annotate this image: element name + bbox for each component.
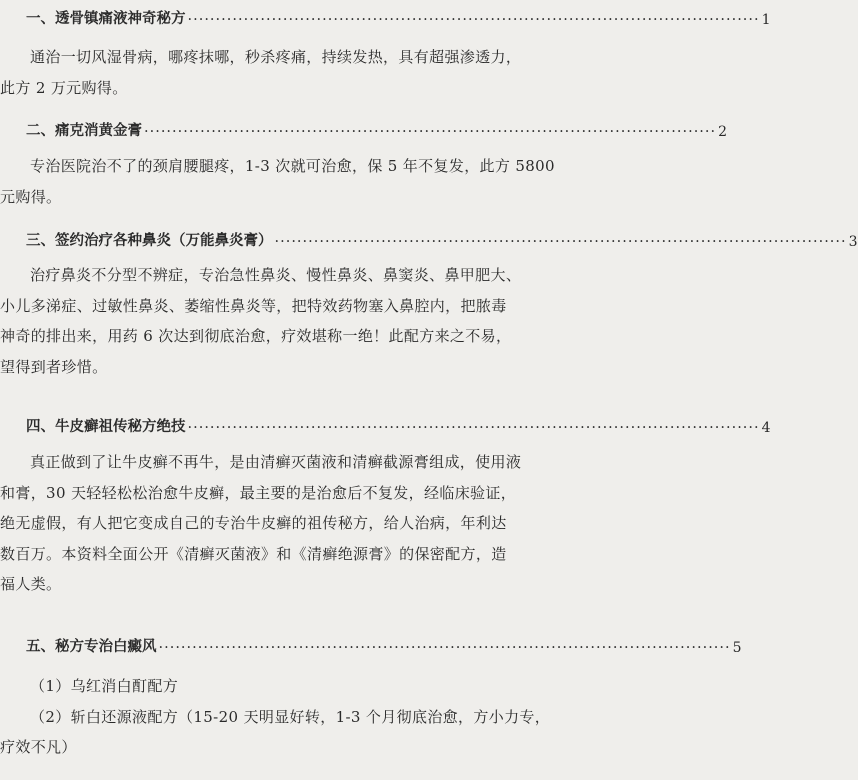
- body-line: 此方 2 万元购得。: [0, 78, 128, 97]
- page-number: 4: [761, 420, 771, 436]
- body-line: 和膏，30 天轻轻松松治愈牛皮癣，最主要的是治愈后不复发，经临床验证，: [0, 483, 517, 502]
- body-line: 小儿多涕症、过敏性鼻炎、萎缩性鼻炎等，把特效药物塞入鼻腔内，把脓毒: [0, 296, 507, 315]
- section-number: 四、: [26, 418, 55, 435]
- body-line: 真正做到了让牛皮癣不再牛，是由清癣灭菌液和清癣截源膏组成，使用液: [30, 453, 522, 471]
- leader-dots: ······································································································: [144, 124, 717, 140]
- leader-dots: ······································································································: [187, 420, 760, 436]
- section-number: 三、: [26, 232, 55, 249]
- body-line: 疗效不凡）: [0, 738, 77, 756]
- section-heading-5: [26, 632, 742, 656]
- body-line: 福人类。: [0, 575, 62, 593]
- section-heading-1: [26, 4, 771, 28]
- body-line: 数百万。本资料全面公开《清癣灭菌液》和《清癣绝源膏》的保密配方，造: [0, 544, 507, 563]
- body-line: 元购得。: [0, 187, 62, 206]
- section-body-5: [0, 671, 573, 763]
- section-title: 签约治疗各种鼻炎（万能鼻炎膏）: [55, 232, 273, 249]
- section-number: 二、: [26, 122, 55, 139]
- section-body-2: [0, 151, 573, 212]
- section-number: 五、: [26, 638, 55, 655]
- body-line: （2）斩白还源液配方（15-20 天明显好转，1-3 个月彻底治愈，方小力专，: [30, 707, 551, 726]
- section-title: 痛克消黄金膏: [55, 122, 142, 139]
- section-body-4: [0, 447, 573, 600]
- body-line: 望得到者珍惜。: [0, 357, 108, 376]
- body-line: 通治一切风湿骨病，哪疼抹哪，秒杀疼痛，持续发热，具有超强渗透力，: [30, 48, 522, 66]
- section-heading-3: [26, 226, 858, 250]
- body-line: 神奇的排出来，用药 6 次达到彻底治愈，疗效堪称一绝！此配方来之不易，: [0, 327, 512, 345]
- section-number: 一、: [26, 10, 55, 27]
- page-number: 5: [732, 640, 742, 656]
- section-heading-2: [26, 116, 728, 140]
- body-line: 绝无虚假，有人把它变成自己的专治牛皮癣的祖传秘方，给人治病，年利达: [0, 514, 507, 532]
- page-number: 3: [848, 234, 858, 250]
- leader-dots: ······································································································: [187, 12, 760, 28]
- page-number: 2: [718, 124, 728, 140]
- body-line: （1）乌红消白酊配方: [30, 677, 179, 695]
- leader-dots: ······································································································: [158, 640, 731, 656]
- section-body-1: [0, 42, 573, 103]
- section-body-3: [0, 260, 573, 382]
- body-line: 专治医院治不了的颈肩腰腿疼，1-3 次就可治愈，保 5 年不复发，此方 5800: [30, 157, 555, 175]
- section-title: 秘方专治白癜风: [55, 638, 157, 655]
- page-number: 1: [761, 12, 771, 28]
- section-heading-4: [26, 412, 771, 436]
- body-line: 治疗鼻炎不分型不辨症，专治急性鼻炎、慢性鼻炎、鼻窦炎、鼻甲肥大、: [30, 266, 522, 284]
- section-title: 牛皮癣祖传秘方绝技: [55, 418, 186, 435]
- section-title: 透骨镇痛液神奇秘方: [55, 10, 186, 27]
- leader-dots: ······································································································: [274, 234, 847, 250]
